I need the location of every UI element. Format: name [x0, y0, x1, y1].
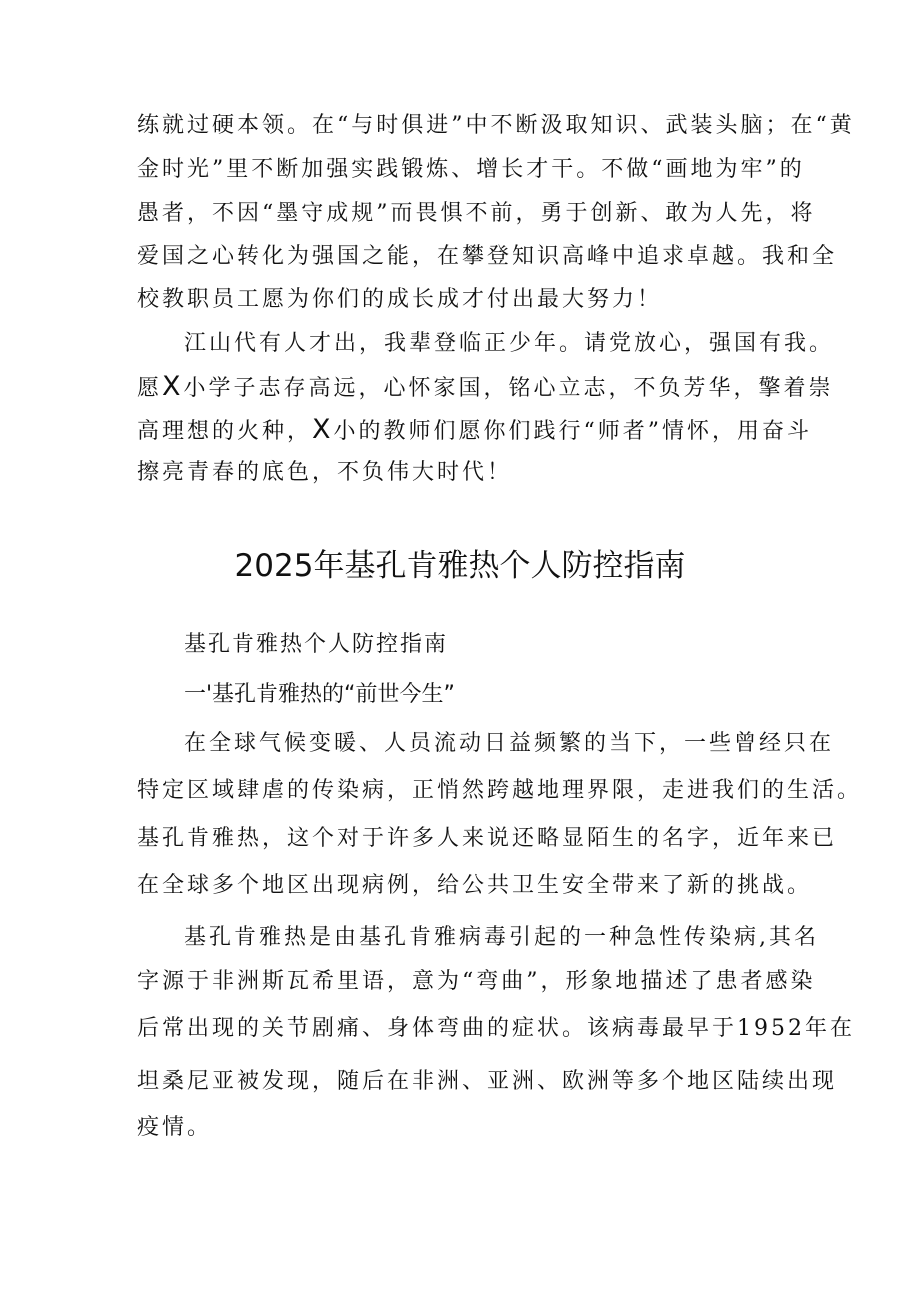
- speech-p2-line-3-prefix: 高理想的火种，: [137, 419, 313, 444]
- speech-p2-line-4: 擦亮青春的底色，不负伟大时代！: [137, 460, 513, 485]
- article-subtitle: 基孔肯雅热个人防控指南: [184, 632, 449, 657]
- speech-p2-line-3: [137, 415, 812, 447]
- speech-p1-line-4: 爱国之心转化为强国之能，在攀登知识高峰中追求卓越。我和全: [137, 244, 838, 269]
- speech-p2-line-2: [137, 372, 834, 404]
- article-p1-line-1: 在全球气候变暖、人员流动日益频繁的当下，一些曾经只在: [184, 731, 835, 756]
- school-name-placeholder-2: X: [312, 414, 334, 445]
- article-p2-line-2: 字源于非洲斯瓦希里语，意为“弯曲”，形象地描述了患者感染: [137, 969, 816, 994]
- speech-p2-line-1: 江山代有人才出，我辈登临正少年。请党放心，强国有我。: [184, 331, 835, 356]
- speech-p2-line-2-prefix: 愿: [137, 376, 163, 401]
- article-p1-line-3: 基孔肯雅热，这个对于许多人来说还略显陌生的名字，近年来已: [137, 826, 838, 851]
- school-name-placeholder: X: [162, 371, 184, 402]
- section-heading: 一'基孔肯雅热的“前世今生”: [184, 682, 455, 707]
- speech-p2-line-2-rest: 小学子志存高远，心怀家国，铭心立志，不负芳华，擎着崇: [183, 376, 834, 401]
- speech-p2-line-3-rest: 小的教师们愿你们践行“师者”情怀，用奋斗: [333, 419, 813, 444]
- article-p2-line-5: 疫情。: [137, 1115, 213, 1140]
- speech-p1-line-5: 校教职员工愿为你们的成长成才付出最大努力！: [137, 287, 663, 312]
- article-p2-line-4: 坦桑尼亚被发现，随后在非洲、亚洲、欧洲等多个地区陆续出现: [137, 1069, 838, 1094]
- article-p1-line-4: 在全球多个地区出现病例，给公共卫生安全带来了新的挑战。: [137, 873, 813, 898]
- speech-p1-line-1: 练就过硬本领。在“与时俱进”中不断汲取知识、武装头脑；在“黄: [137, 113, 855, 138]
- speech-p1-line-3: 愚者，不因“墨守成规”而畏惧不前，勇于创新、敢为人先，将: [137, 201, 816, 226]
- article-title: 2025年基孔肯雅热个人防控指南: [234, 548, 686, 584]
- article-p2-line-3: 后常出现的关节剧痛、身体弯曲的症状。该病毒最早于1952年在: [137, 1016, 855, 1041]
- article-p2-line-1: 基孔肯雅热是由基孔肯雅病毒引起的一种急性传染病,其名: [184, 925, 819, 950]
- speech-p1-line-2: 金时光”里不断加强实践锻炼、增长才干。不做“画地为牢”的: [137, 157, 805, 182]
- article-p1-line-2: 特定区域肆虐的传染病，正悄然跨越地理界限，走进我们的生活。: [137, 778, 863, 803]
